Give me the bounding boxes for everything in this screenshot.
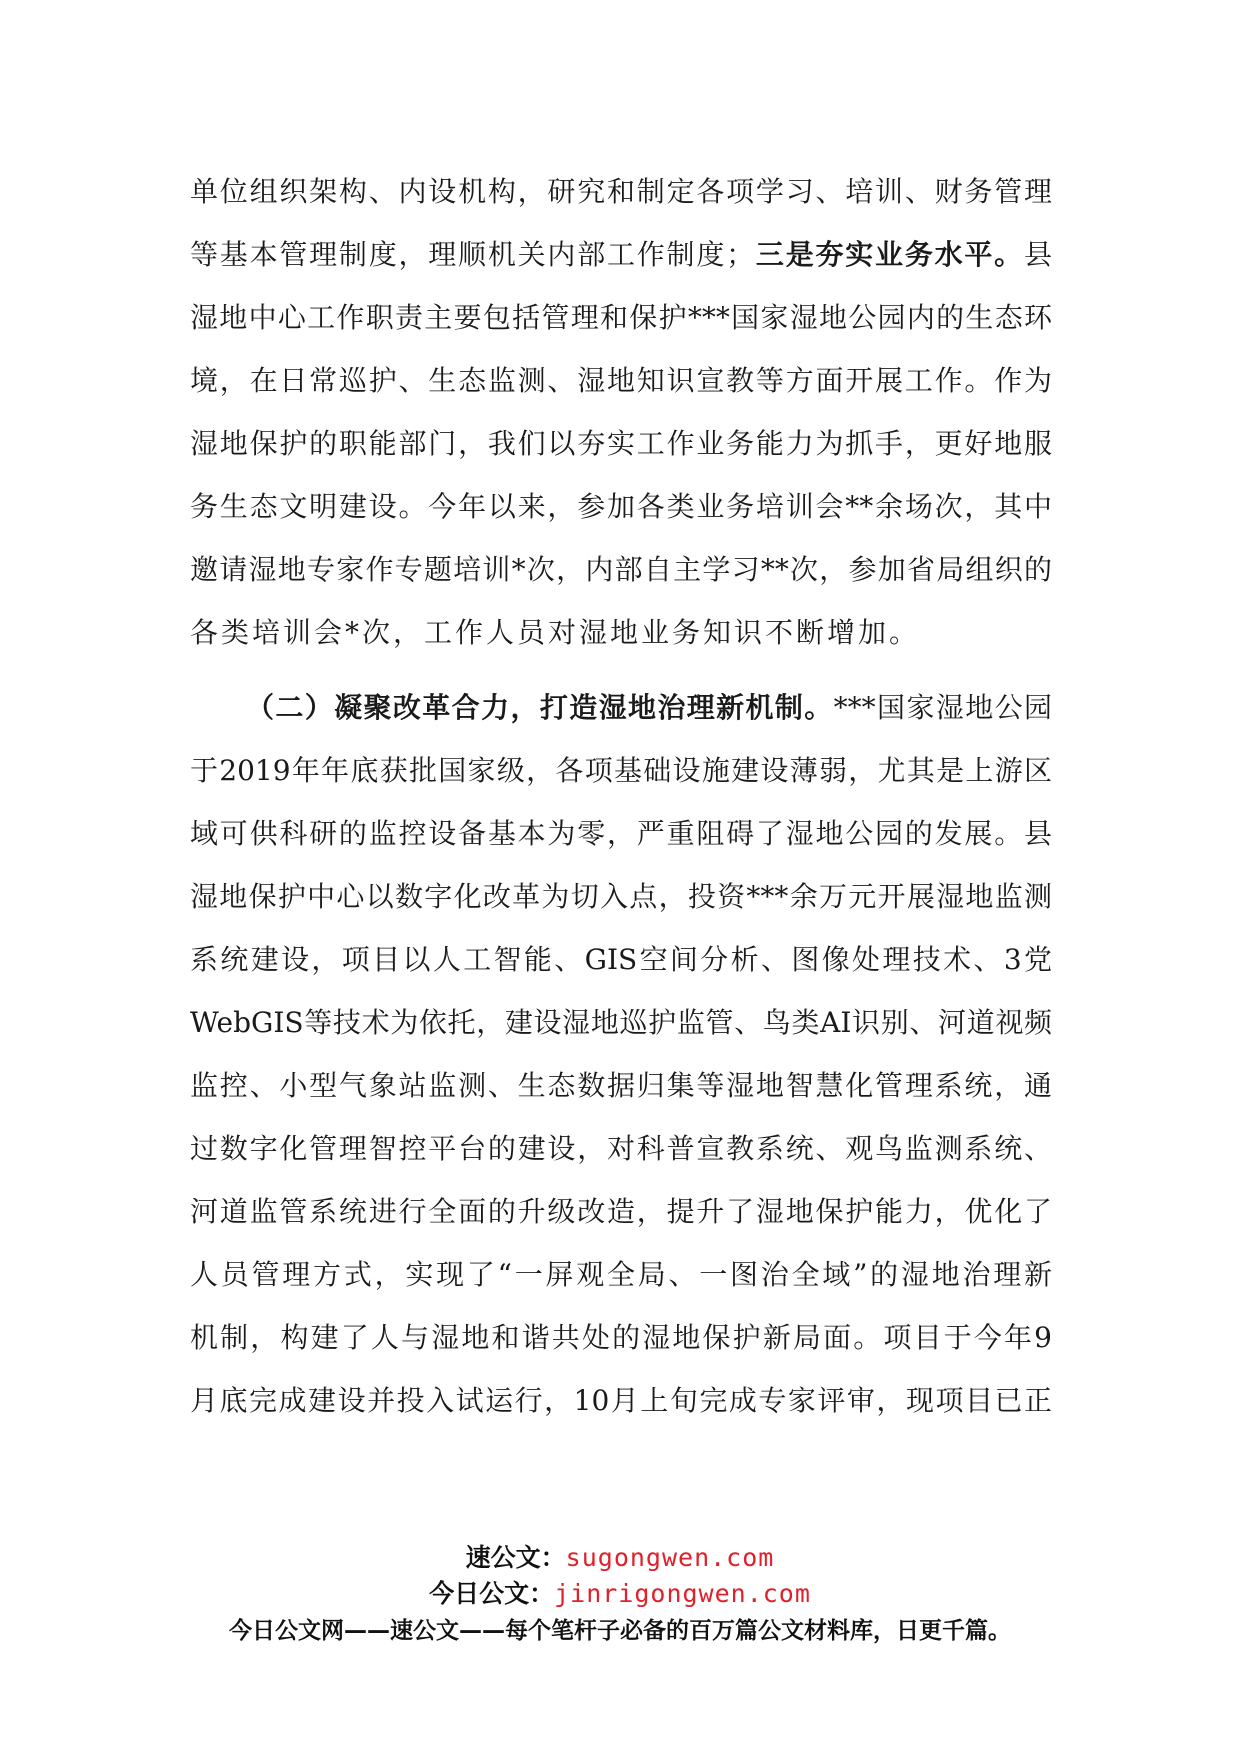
document-body: [190, 172, 1052, 1444]
paragraph-line: WebGIS等技术为依托，建设湿地巡护监管、鸟类AI识别、河道视频: [190, 1006, 1052, 1039]
footer-site-link[interactable]: jinrigongwen.com: [554, 1579, 811, 1608]
paragraph-line: 单位组织架构、内设机构，研究和制定各项学习、培训、财务管理: [190, 175, 1052, 208]
paragraph-line: 境，在日常巡护、生态监测、湿地知识宣教等方面开展工作。作为: [190, 364, 1052, 397]
paragraph-line: 月底完成建设并投入试运行，10月上旬完成专家评审，现项目已正: [190, 1384, 1052, 1417]
paragraph-line: 务生态文明建设。今年以来，参加各类业务培训会**余场次，其中: [190, 490, 1052, 523]
text-run: 等基本管理制度，理顺机关内部工作制度；: [190, 238, 755, 271]
paragraph-line: 湿地保护的职能部门，我们以夯实工作业务能力为抓手，更好地服: [190, 427, 1052, 460]
paragraph-spacer: [190, 676, 1052, 688]
footer-site-sugongwen: [0, 1540, 1240, 1576]
bold-heading-run: 三是夯实业务水平。: [754, 238, 1024, 271]
paragraph-line: 系统建设，项目以人工智能、GIS空间分析、图像处理技术、3党: [190, 943, 1052, 976]
paragraph-line: 邀请湿地专家作专题培训*次，内部自主学习**次，参加省局组织的: [190, 553, 1052, 586]
paragraph-line: 域可供科研的监控设备基本为零，严重阻碍了湿地公园的发展。县: [190, 817, 1052, 850]
paragraph-line: [190, 235, 1052, 298]
paragraph-line: 湿地保护中心以数字化改革为切入点，投资***余万元开展湿地监测: [190, 880, 1052, 913]
watermark-footer: [0, 1540, 1240, 1648]
paragraph-line: 各类培训会*次，工作人员对湿地业务知识不断增加。: [190, 616, 921, 649]
paragraph-line: 河道监管系统进行全面的升级改造，提升了湿地保护能力，优化了: [190, 1195, 1052, 1228]
footer-site-label: 速公文：: [465, 1543, 566, 1572]
paragraph-line: [190, 688, 1052, 751]
paragraph-line: 过数字化管理智控平台的建设，对科普宣教系统、观鸟监测系统、: [190, 1132, 1052, 1165]
paragraph-line: 监控、小型气象站监测、生态数据归集等湿地智慧化管理系统，通: [190, 1069, 1052, 1102]
footer-site-jinrigongwen: [0, 1576, 1240, 1612]
text-run: 县: [1023, 238, 1052, 271]
paragraph-2: [190, 688, 1052, 1444]
section-heading: （二）凝聚改革合力，打造湿地治理新机制。: [246, 691, 834, 724]
paragraph-line: 湿地中心工作职责主要包括管理和保护***国家湿地公园内的生态环: [190, 301, 1052, 334]
paragraph-line: 于2019年年底获批国家级，各项基础设施建设薄弱，尤其是上游区: [190, 754, 1052, 787]
paragraph-1: [190, 172, 1052, 676]
text-run: ***国家湿地公园: [833, 691, 1052, 724]
footer-slogan: 今日公文网——速公文——每个笔杆子必备的百万篇公文材料库，日更千篇。: [229, 1618, 1011, 1644]
footer-site-link[interactable]: sugongwen.com: [565, 1543, 775, 1572]
paragraph-line: 机制，构建了人与湿地和谐共处的湿地保护新局面。项目于今年9: [190, 1321, 1052, 1354]
paragraph-line: 人员管理方式，实现了“一屏观全局、一图治全域”的湿地治理新: [190, 1258, 1052, 1291]
footer-site-label: 今日公文：: [429, 1579, 555, 1608]
